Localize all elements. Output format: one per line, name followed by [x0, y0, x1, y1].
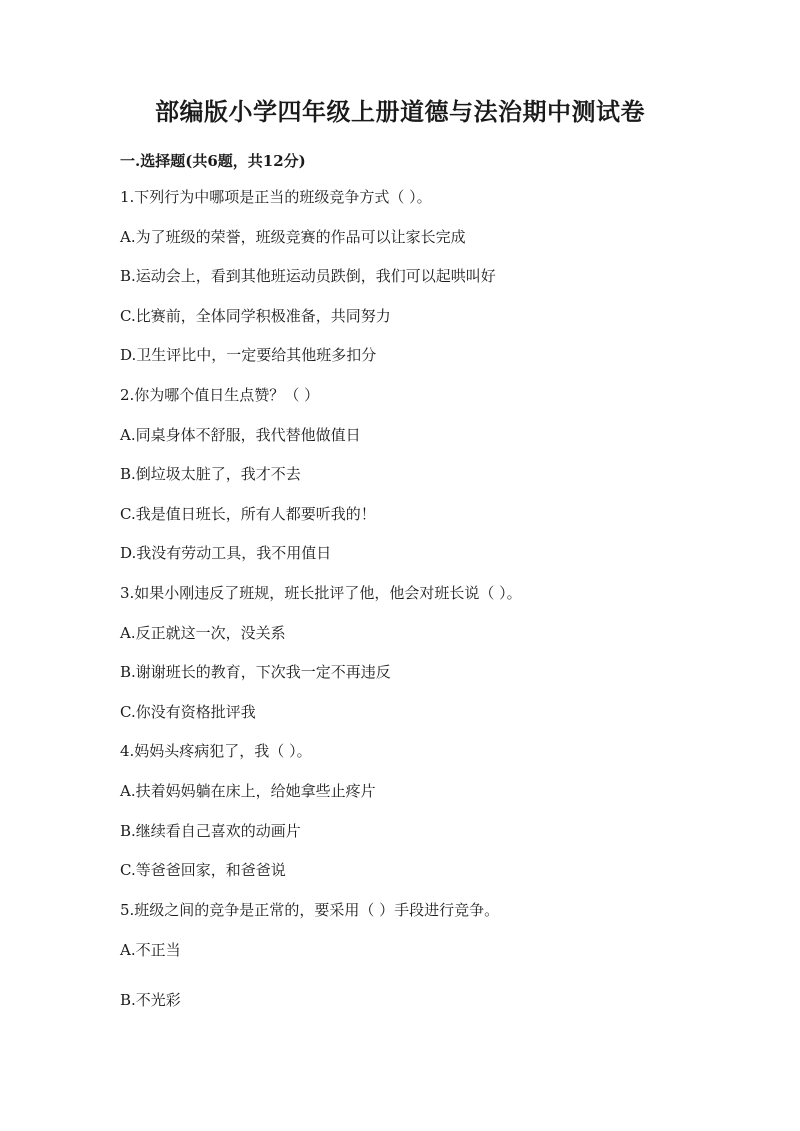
answer-option: D.我没有劳动工具，我不用值日	[120, 544, 332, 562]
answer-option: D.卫生评比中，一定要给其他班多扣分	[120, 346, 377, 364]
question-stem: 5.班级之间的竞争是正常的，要采用（ ）手段进行竞争。	[120, 901, 500, 919]
answer-option: B.不光彩	[120, 991, 181, 1009]
answer-option: B.运动会上，看到其他班运动员跌倒，我们可以起哄叫好	[120, 267, 496, 285]
question-stem: 1.下列行为中哪项是正当的班级竞争方式（ ）。	[120, 188, 432, 206]
page-title: 部编版小学四年级上册道德与法治期中测试卷	[155, 97, 645, 126]
answer-option: A.反正就这一次，没关系	[120, 624, 286, 642]
answer-option: C.你没有资格批评我	[120, 703, 256, 721]
answer-option: A.同桌身体不舒服，我代替他做值日	[120, 426, 361, 444]
answer-option: C.我是值日班长，所有人都要听我的！	[120, 505, 376, 523]
question-stem: 3.如果小刚违反了班规，班长批评了他，他会对班长说（ ）。	[120, 584, 522, 602]
answer-option: B.谢谢班长的教育，下次我一定不再违反	[120, 663, 391, 681]
answer-option: B.继续看自己喜欢的动画片	[120, 822, 301, 840]
answer-option: A.为了班级的荣誉，班级竞赛的作品可以让家长完成	[120, 228, 466, 246]
answer-option: A.不正当	[120, 941, 181, 959]
answer-option: A.扶着妈妈躺在床上，给她拿些止疼片	[120, 782, 376, 800]
answer-option: C.比赛前，全体同学积极准备，共同努力	[120, 307, 391, 325]
section-heading: 一.选择题(共6题，共12分)	[120, 152, 306, 170]
answer-option: B.倒垃圾太脏了，我才不去	[120, 465, 301, 483]
question-stem: 4.妈妈头疼病犯了，我（ ）。	[120, 742, 312, 760]
answer-option: C.等爸爸回家，和爸爸说	[120, 861, 286, 879]
question-stem: 2.你为哪个值日生点赞？（ ）	[120, 386, 320, 404]
